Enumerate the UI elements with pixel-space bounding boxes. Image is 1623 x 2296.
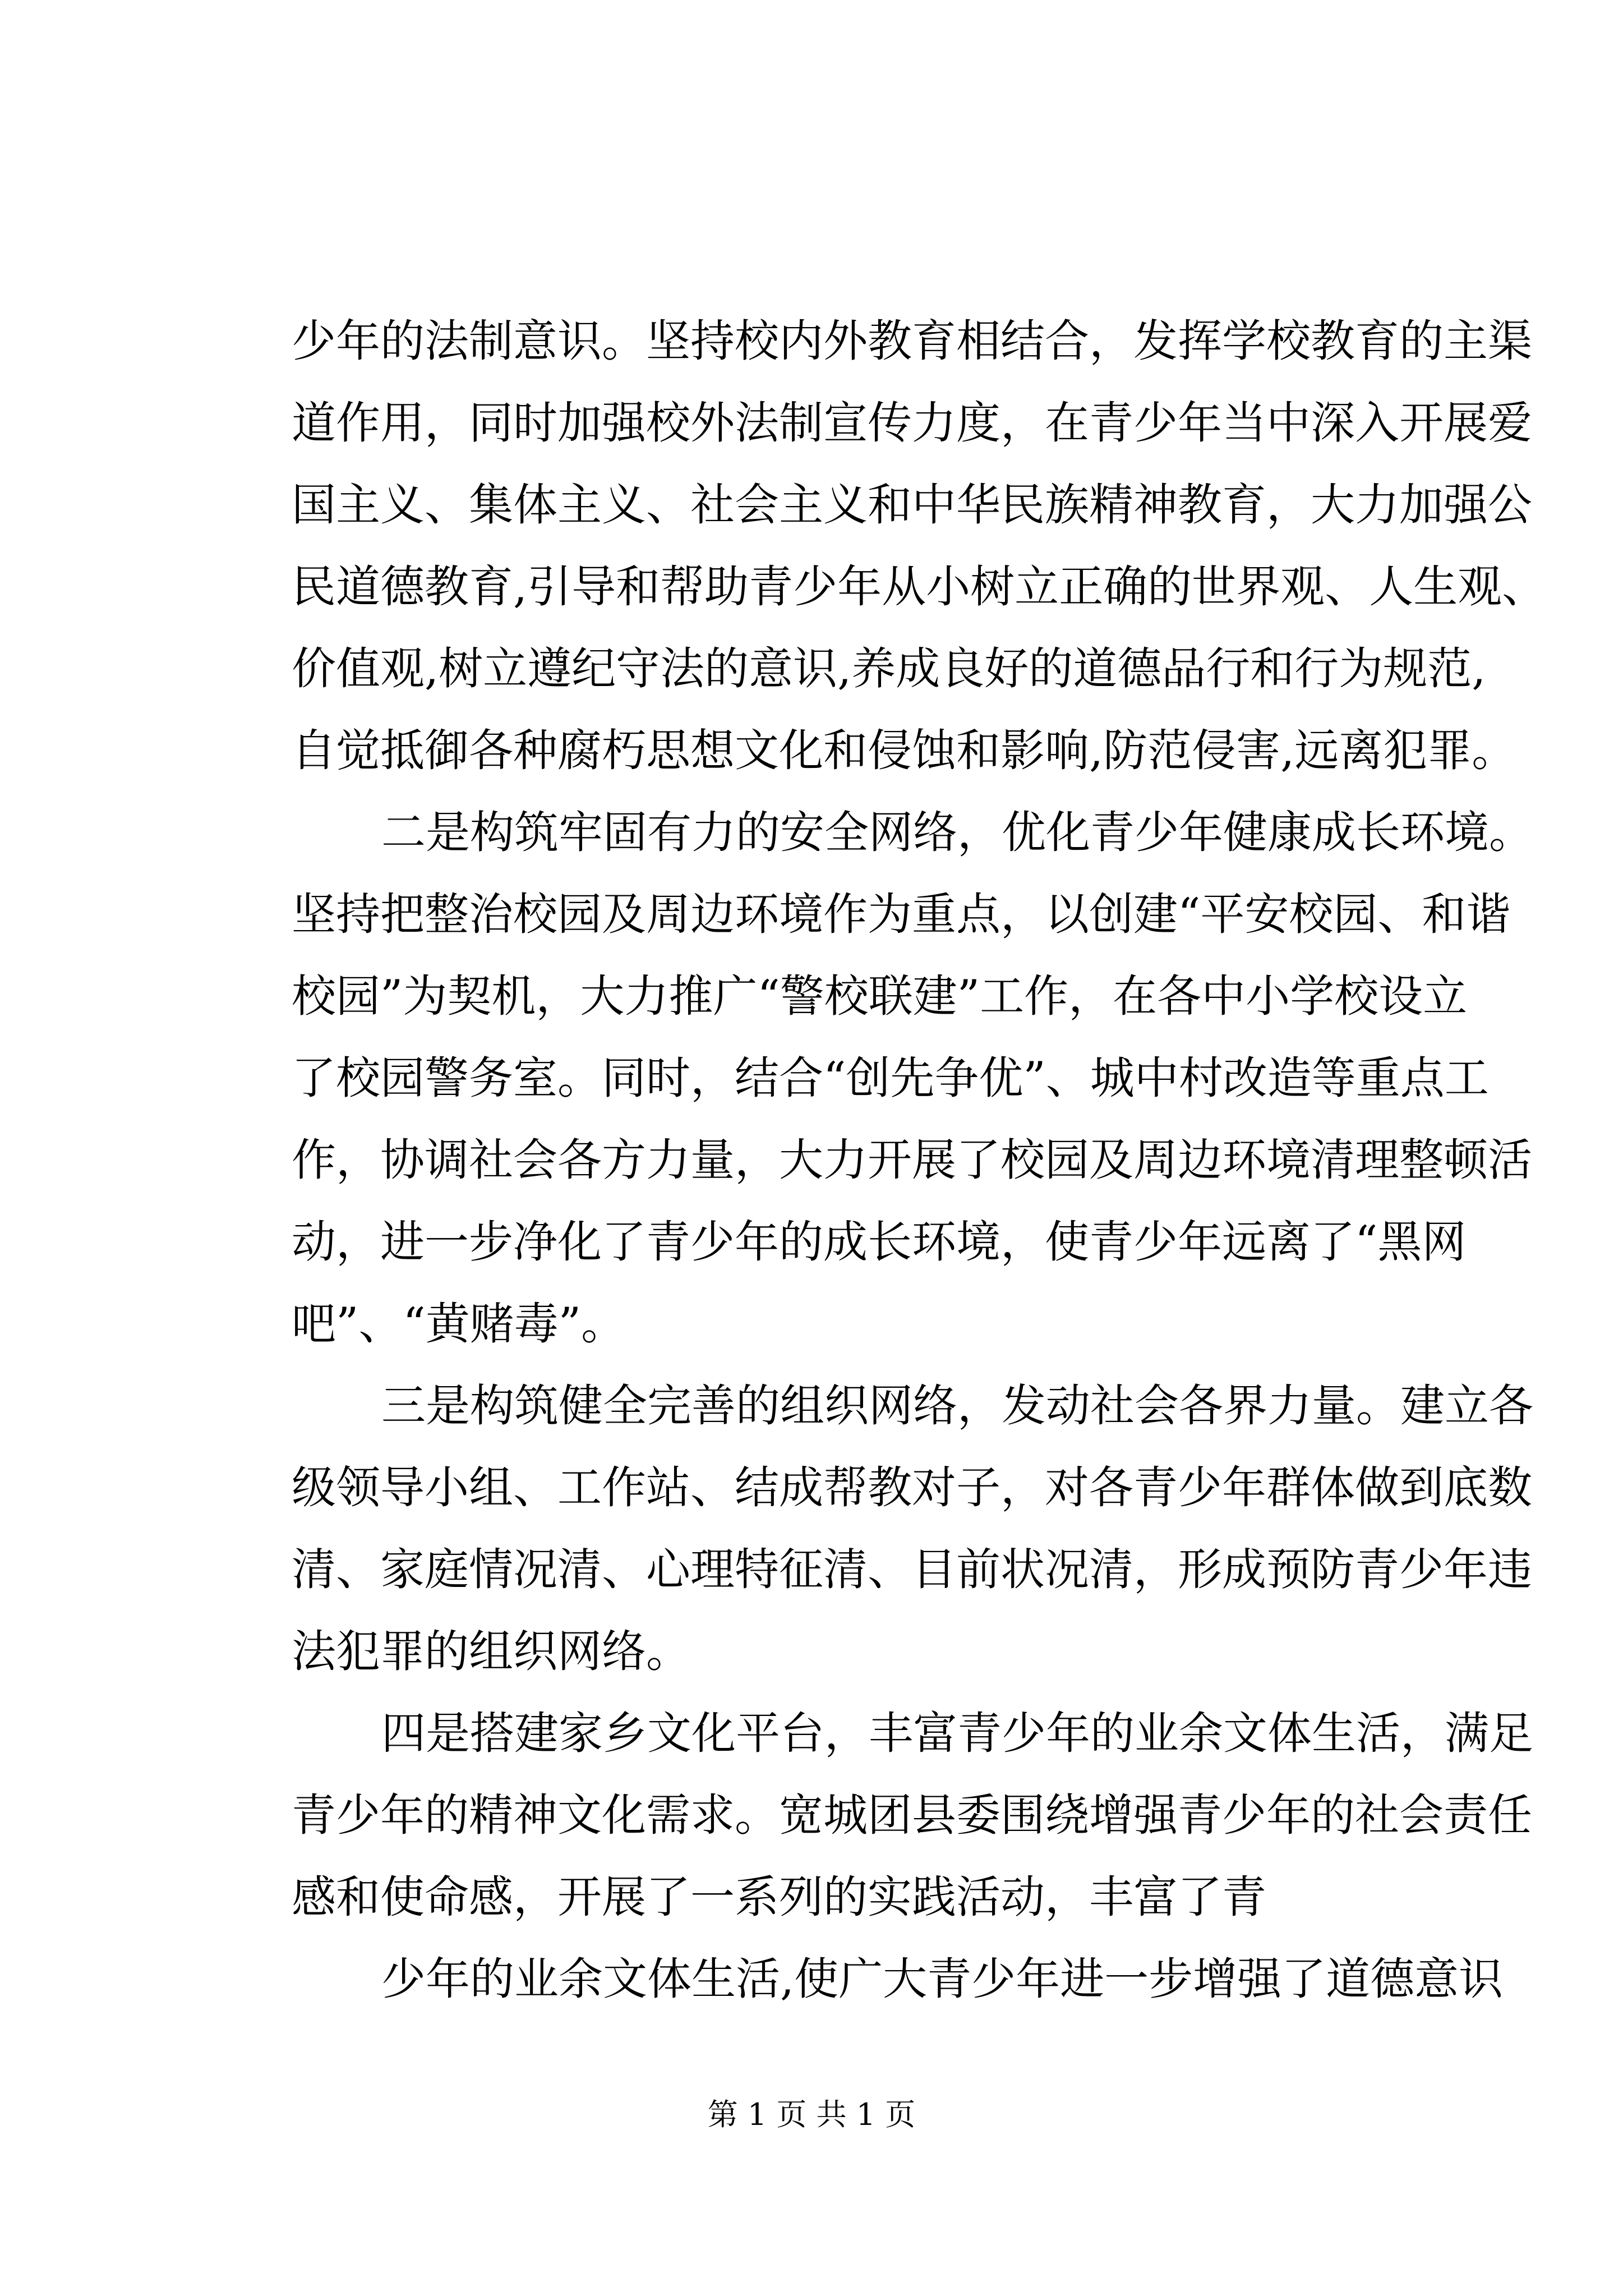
text-line-15: 级领导小组、工作站、结成帮教对子，对各青少年群体做到底数 <box>292 1462 1532 1513</box>
page-footer: 第 1 页 共 1 页 <box>707 2097 916 2132</box>
text-line-17: 法犯罪的组织网络。 <box>292 1626 690 1677</box>
paragraph-2-first-line: 二是构筑牢固有力的安全网络，优化青少年健康成长环境。 <box>381 807 1533 858</box>
text-line-1: 少年的法制意识。坚持校内外教育相结合，发挥学校教育的主渠 <box>292 315 1532 367</box>
text-line-8: 坚持把整治校园及周边环境作为重点，以创建“平安校园、和谐 <box>292 889 1511 940</box>
paragraph-4-first-line: 四是搭建家乡文化平台，丰富青少年的业余文体生活，满足 <box>381 1708 1533 1759</box>
text-line-12: 动，进一步净化了青少年的成长环境，使青少年远离了“黑网 <box>292 1216 1467 1268</box>
text-line-9: 校园”为契机，大力推广“警校联建”工作，在各中小学校设立 <box>292 970 1468 1022</box>
text-line-5: 价值观,树立遵纪守法的意识,养成良好的道德品行和行为规范, <box>292 643 1486 694</box>
document-body <box>292 300 1547 2020</box>
text-line-2: 道作用，同时加强校外法制宣传力度，在青少年当中深入开展爱 <box>292 397 1532 449</box>
text-line-10: 了校园警务室。同时，结合“创先争优”、城中村改造等重点工 <box>292 1052 1489 1104</box>
text-line-3: 国主义、集体主义、社会主义和中华民族精神教育，大力加强公 <box>292 479 1532 531</box>
text-line-20: 感和使命感，开展了一系列的实践活动，丰富了青 <box>292 1871 1266 1923</box>
paragraph-5-first-line: 少年的业余文体生活,使广大青少年进一步增强了道德意识 <box>381 1953 1504 2005</box>
text-line-4: 民道德教育,引导和帮助青少年从小树立正确的世界观、人生观、 <box>292 561 1547 613</box>
paragraph-3-first-line: 三是构筑健全完善的组织网络，发动社会各界力量。建立各 <box>381 1380 1533 1432</box>
text-line-16: 清、家庭情况清、心理特征清、目前状况清，形成预防青少年违 <box>292 1544 1532 1595</box>
text-line-13: 吧”、“黄赌毒”。 <box>292 1298 626 1350</box>
text-line-19: 青少年的精神文化需求。宽城团县委围绕增强青少年的社会责任 <box>292 1789 1532 1841</box>
text-line-6: 自觉抵御各种腐朽思想文化和侵蚀和影响,防范侵害,远离犯罪。 <box>292 725 1516 776</box>
text-line-11: 作，协调社会各方力量，大力开展了校园及周边环境清理整顿活 <box>292 1134 1532 1186</box>
